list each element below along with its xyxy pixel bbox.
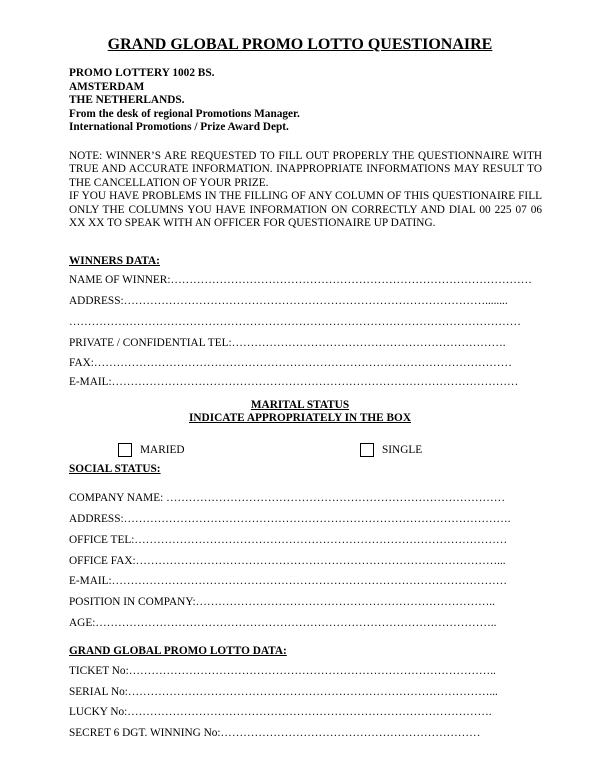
winners-data-heading: WINNERS DATA: <box>69 255 160 267</box>
instructions-note <box>69 150 542 230</box>
lucky-number-field[interactable]: LUCKY No:……………………………………………………………………………………. <box>69 706 492 718</box>
company-name-field[interactable]: COMPANY NAME: ……………………………………………………………………………… <box>69 492 505 504</box>
document-title: GRAND GLOBAL PROMO LOTTO QUESTIONAIRE <box>107 36 493 53</box>
private-tel-field[interactable]: PRIVATE / CONFIDENTIAL TEL:………………………………………………………………. <box>69 337 506 349</box>
ticket-number-field[interactable]: TICKET No:…………………………………………………………………………………….. <box>69 665 496 677</box>
sender-header <box>69 67 300 135</box>
office-fax-field[interactable]: OFFICE FAX:……………………………………………………………………………………... <box>69 555 506 567</box>
position-field[interactable]: POSITION IN COMPANY:…………………………………………………………………….. <box>69 596 495 608</box>
serial-number-field[interactable]: SERIAL No:……………………………………………………………………………………... <box>69 686 498 698</box>
social-status-heading: SOCIAL STATUS: <box>69 463 161 475</box>
company-email-field[interactable]: E-MAIL:…………………………………………………………………………………………… <box>69 575 508 587</box>
marital-status-heading: MARITAL STATUS <box>250 399 350 411</box>
header-line: International Promotions / Prize Award Dept. <box>69 121 289 133</box>
address-line-2-field[interactable]: ………………………………………………………………………………………………………… <box>69 316 521 328</box>
single-option[interactable] <box>360 443 422 457</box>
office-tel-field[interactable]: OFFICE TEL:……………………………………………………………………………………… <box>69 534 508 546</box>
note-paragraph: NOTE: WINNER’S ARE REQUESTED TO FILL OUT PROPERLY THE QUESTIONNAIRE WITH TRUE AND ACCURATE INFORMATION. INAPPROPRIATE INFORMATIONS MAY RESULT TO THE CANCELLATION OF YOUR PRIZE. <box>69 150 542 189</box>
lotto-data-heading: GRAND GLOBAL PROMO LOTTO DATA: <box>69 645 287 657</box>
age-field[interactable]: AGE:…………………………………………………………………………………………….. <box>69 617 497 629</box>
company-address-field[interactable]: ADDRESS:…………………………………………………………………………………………. <box>69 513 511 525</box>
header-line: AMSTERDAM <box>69 80 145 93</box>
header-line: PROMO LOTTERY 1002 BS. <box>69 67 215 79</box>
single-checkbox[interactable] <box>360 443 374 457</box>
email-field[interactable]: E-MAIL:……………………………………………………………………………………………… <box>69 376 519 388</box>
note-paragraph: IF YOU HAVE PROBLEMS IN THE FILLING OF ANY COLUMN OF THIS QUESTIONAIRE FILL ONLY THE COLUMNS YOU HAVE INFORMATION ON CORRECTLY AND DIAL 00 225 07 06 XX XX TO SPEAK WITH AN OFFICER FOR QUESTIONAIRE UP DATING. <box>69 190 542 230</box>
single-label: SINGLE <box>382 444 423 456</box>
married-label: MARIED <box>140 444 185 456</box>
married-checkbox[interactable] <box>118 443 132 457</box>
address-field[interactable]: ADDRESS:……………………………………………………………………………………........ <box>69 295 508 307</box>
winning-number-field[interactable]: SECRET 6 DGT. WINNING No:…………………………………………………………… <box>69 727 481 739</box>
header-line: THE NETHERLANDS. <box>69 94 185 106</box>
name-of-winner-field[interactable]: NAME OF WINNER:…………………………………………………………………………………… <box>69 274 532 286</box>
married-option[interactable] <box>118 443 185 457</box>
fax-field[interactable]: FAX:………………………………………………………………………………………………… <box>69 357 512 369</box>
header-line: From the desk of regional Promotions Manager. <box>69 107 300 120</box>
marital-instruction-heading: INDICATE APPROPRIATELY IN THE BOX <box>188 412 411 424</box>
